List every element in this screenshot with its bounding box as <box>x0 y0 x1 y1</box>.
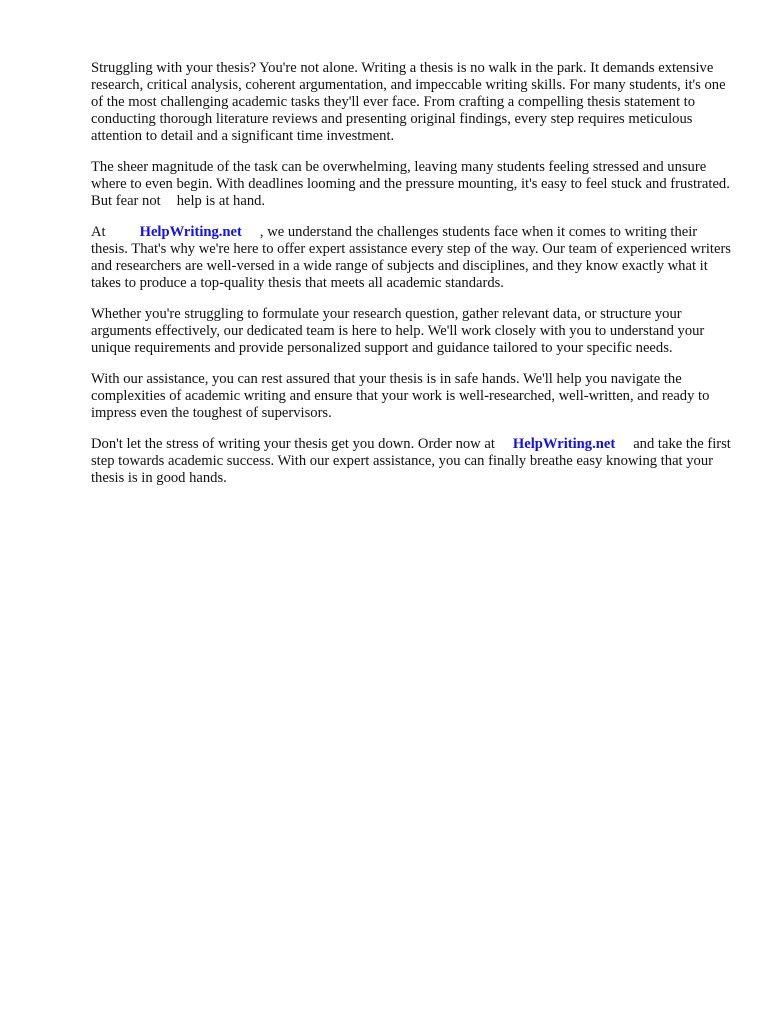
paragraph-intro-text: Struggling with your thesis? You're not alone. Writing a thesis is no walk in the park. It demands extensive research, critical analysis, coherent argumentation, and impeccable writing skills. For many students, it's one of the most challenging academic tasks they'll ever face. From crafting a compelling thesis statement to conducting thorough literature reviews and presenting original findings, every step requires meticulous attention to detail and a significant time investment. <box>91 60 726 144</box>
paragraph-cta-text-end: and take the first step towards academic success. With our expert assistance, you can finally breathe easy knowing that your thesis is in good hands. <box>91 436 731 486</box>
paragraph-intro <box>91 60 731 145</box>
paragraph-assurance <box>91 371 731 422</box>
paragraph-call-to-action <box>91 436 731 487</box>
paragraph-support <box>91 306 731 357</box>
paragraph-cta-text-start: Don't let the stress of writing your thesis get you down. Order now at <box>91 436 495 452</box>
paragraph-assurance-text: With our assistance, you can rest assured that your thesis is in safe hands. We'll help you navigate the complexities of academic writing and ensure that your work is well-researched, well-written, and ready to impress even the toughest of supervisors. <box>91 371 710 421</box>
document-body <box>91 60 731 501</box>
helpwriting-link[interactable]: HelpWriting.net <box>139 224 242 240</box>
paragraph-service-text-start: At <box>91 224 106 240</box>
paragraph-support-text: Whether you're struggling to formulate your research question, gather relevant data, or structure your arguments effectively, our dedicated team is here to help. We'll work closely with you to understand your unique requirements and provide personalized support and guidance tailored to your specific needs. <box>91 306 705 356</box>
paragraph-service <box>91 224 731 292</box>
paragraph-service-text-end: , we understand the challenges students face when it comes to writing their thesis. That's why we're here to offer expert assistance every step of the way. Our team of experienced writers and researchers are well-versed in a wide range of subjects and disciplines, and they know exactly what it takes to produce a top-quality thesis that meets all academic standards. <box>91 224 731 291</box>
paragraph-overwhelm-text-end: help is at hand. <box>176 193 266 209</box>
paragraph-overwhelm-text-start: The sheer magnitude of the task can be overwhelming, leaving many students feeling stressed and unsure where to even begin. With deadlines looming and the pressure mounting, it's easy to feel stuck and frustrated. But fear not <box>91 159 730 209</box>
helpwriting-order-link[interactable]: HelpWriting.net <box>512 436 616 452</box>
paragraph-overwhelm <box>91 159 731 210</box>
